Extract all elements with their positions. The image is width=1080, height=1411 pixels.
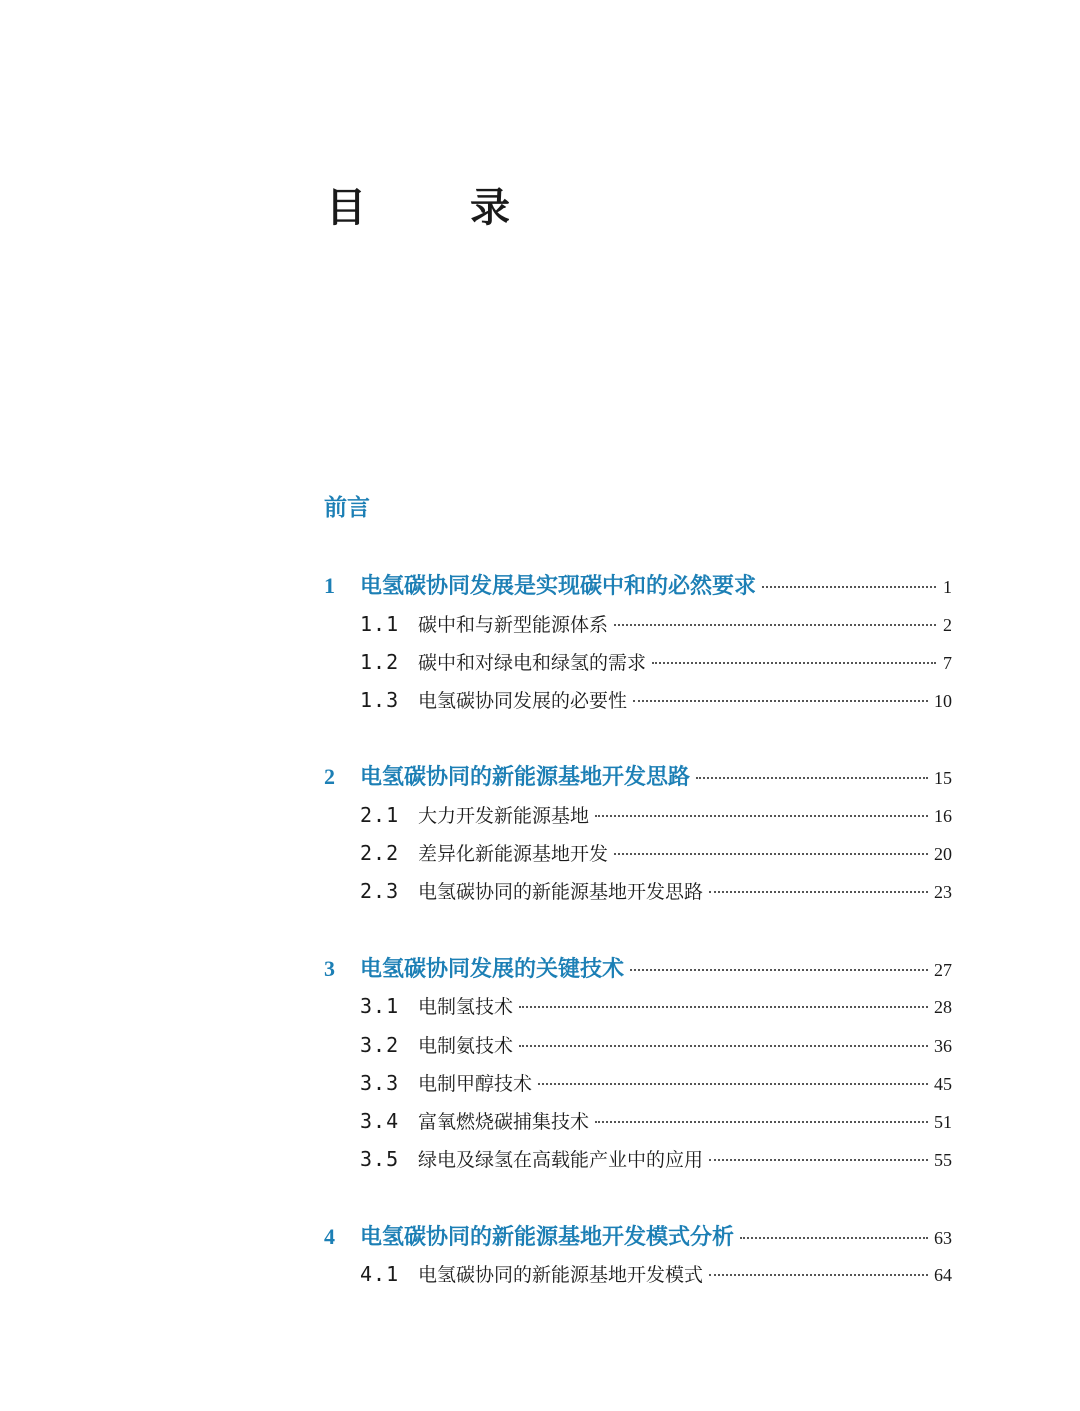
toc-entry-number: 3.2 — [360, 1033, 400, 1057]
toc-entry-title: 电氢碳协同的新能源基地开发模式 — [418, 1264, 704, 1286]
toc-section-1-2[interactable] — [324, 648, 952, 675]
dot-leader — [696, 777, 928, 779]
toc-section-4-1[interactable] — [324, 1260, 952, 1287]
toc-entry-title: 电制甲醇技术 — [418, 1073, 533, 1095]
toc-entry-page: 51 — [934, 1112, 952, 1132]
toc-entry-number: 2.2 — [360, 841, 400, 865]
toc-section-3-3[interactable] — [324, 1069, 952, 1096]
toc-entry-page: 63 — [934, 1228, 952, 1248]
dot-leader — [762, 586, 936, 588]
toc-section-1-1[interactable] — [324, 610, 952, 637]
dot-leader — [614, 853, 928, 855]
toc-entry-page: 27 — [934, 960, 952, 980]
toc-entry-title: 电氢碳协同的新能源基地开发思路 — [360, 764, 691, 790]
toc-entry-title: 大力开发新能源基地 — [418, 805, 590, 827]
toc-section-2-1[interactable] — [324, 801, 952, 828]
toc-section-1-3[interactable] — [324, 686, 952, 713]
toc-entry-title: 差异化新能源基地开发 — [418, 843, 609, 865]
toc-entry-number: 3.4 — [360, 1109, 400, 1133]
toc-entry-number: 4 — [324, 1224, 335, 1249]
toc-entry-number: 3.1 — [360, 994, 400, 1018]
toc-entry-title: 电氢碳协同发展是实现碳中和的必然要求 — [360, 573, 757, 599]
toc-entry-title: 电氢碳协同发展的关键技术 — [360, 956, 625, 982]
toc-entry-number: 2 — [324, 764, 335, 789]
toc-entry-number: 3 — [324, 956, 335, 981]
toc-entry-title: 富氧燃烧碳捕集技术 — [418, 1111, 590, 1133]
toc-entry-page: 16 — [934, 806, 952, 826]
toc-entry-number: 3.3 — [360, 1071, 400, 1095]
toc-entry-page: 2 — [943, 615, 952, 635]
toc-entry-page: 15 — [934, 768, 952, 788]
toc-entry-number: 4.1 — [360, 1262, 400, 1286]
dot-leader — [538, 1083, 928, 1085]
toc-entry-page: 45 — [934, 1074, 952, 1094]
toc-chapter-1[interactable] — [324, 569, 952, 600]
toc-chapter-3[interactable] — [324, 952, 952, 983]
toc-entry-page: 28 — [934, 997, 952, 1017]
page-title: 目 录 — [326, 184, 542, 231]
toc-entry-page: 20 — [934, 844, 952, 864]
toc-entry-number: 1 — [324, 573, 335, 598]
dot-leader — [595, 815, 928, 817]
toc-entry-number: 1.2 — [360, 650, 400, 674]
toc-entry-title: 绿电及绿氢在高载能产业中的应用 — [418, 1149, 704, 1171]
dot-leader — [709, 1274, 928, 1276]
toc-chapter-2[interactable] — [324, 760, 952, 791]
toc-section-3-1[interactable] — [324, 992, 952, 1019]
toc-entry-number: 2.3 — [360, 879, 400, 903]
dot-leader — [519, 1045, 928, 1047]
toc-entry-page: 7 — [943, 653, 952, 673]
toc-entry-title: 碳中和对绿电和绿氢的需求 — [418, 652, 647, 674]
toc-entry-page: 10 — [934, 691, 952, 711]
toc-entry-number: 1.1 — [360, 612, 400, 636]
dot-leader — [519, 1006, 928, 1008]
toc-section-3-5[interactable] — [324, 1145, 952, 1172]
toc-preface-link[interactable]: 前言 — [324, 494, 370, 521]
dot-leader — [630, 969, 928, 971]
toc-section-3-4[interactable] — [324, 1107, 952, 1134]
toc-entry-page: 1 — [943, 577, 952, 597]
dot-leader — [595, 1121, 928, 1123]
toc-entry-title: 电制氢技术 — [418, 996, 514, 1018]
dot-leader — [652, 662, 936, 664]
toc-section-3-2[interactable] — [324, 1031, 952, 1058]
toc-entry-page: 55 — [934, 1150, 952, 1170]
toc-entry-title: 电制氨技术 — [418, 1035, 514, 1057]
toc-entry-title: 碳中和与新型能源体系 — [418, 614, 609, 636]
toc-section-2-3[interactable] — [324, 877, 952, 904]
toc-entry-number: 2.1 — [360, 803, 400, 827]
toc-entry-number: 1.3 — [360, 688, 400, 712]
toc-entry-title: 电氢碳协同发展的必要性 — [418, 690, 628, 712]
toc-entry-page: 36 — [934, 1036, 952, 1056]
toc-entry-title: 电氢碳协同的新能源基地开发模式分析 — [360, 1224, 735, 1250]
dot-leader — [709, 1159, 928, 1161]
toc-chapter-4[interactable] — [324, 1220, 952, 1251]
toc-entry-page: 64 — [934, 1265, 952, 1285]
dot-leader — [740, 1237, 928, 1239]
toc-entry-number: 3.5 — [360, 1147, 400, 1171]
toc-entry-page: 23 — [934, 882, 952, 902]
dot-leader — [633, 700, 928, 702]
dot-leader — [709, 891, 928, 893]
dot-leader — [614, 624, 936, 626]
toc-entry-title: 电氢碳协同的新能源基地开发思路 — [418, 881, 704, 903]
toc-section-2-2[interactable] — [324, 839, 952, 866]
